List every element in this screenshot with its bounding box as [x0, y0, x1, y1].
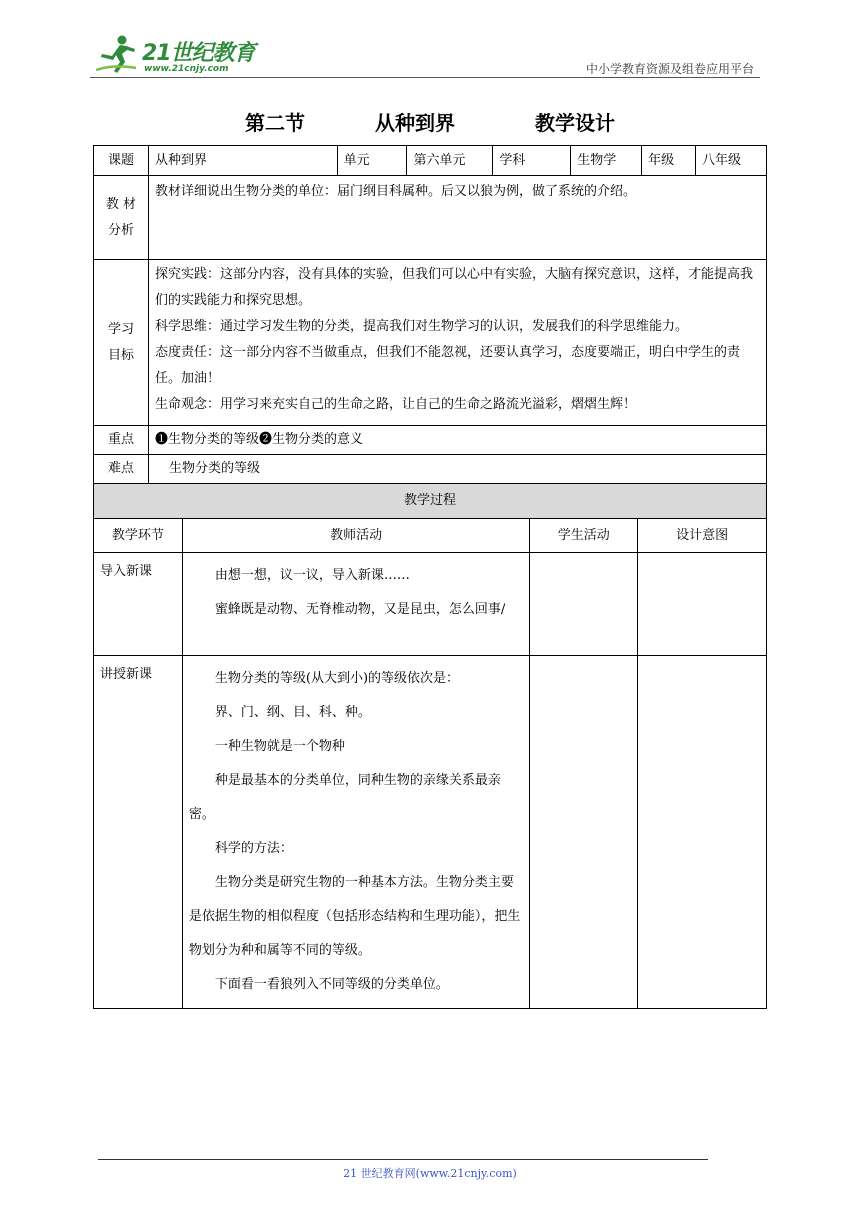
- student-activity-intro: [530, 553, 638, 656]
- difficulty-text: 生物分类的等级: [148, 455, 766, 484]
- unit-label: 单元: [337, 146, 407, 176]
- logo-url: www.21cnjy.com: [144, 64, 229, 74]
- footer-divider: [98, 1159, 708, 1160]
- page-header: [90, 30, 760, 80]
- analysis-text: 教材详细说出生物分类的单位：届门纲目科属种。后又以狼为例，做了系统的介绍。: [148, 176, 766, 260]
- logo-text: 21世纪教育: [142, 41, 255, 66]
- topic-label: 课题: [94, 146, 149, 176]
- objectives-label: 学习 目标: [94, 260, 149, 426]
- design-intent-intro: [638, 553, 767, 656]
- subject-value: 生物学: [571, 146, 642, 176]
- topic-value: 从种到界: [148, 146, 337, 176]
- header-divider: [90, 77, 760, 78]
- difficulty-row: [94, 455, 767, 484]
- table-row: [94, 656, 767, 1009]
- key-point-label: 重点: [94, 426, 149, 455]
- unit-value: 第六单元: [407, 146, 493, 176]
- key-point-row: [94, 426, 767, 455]
- subject-label: 学科: [493, 146, 571, 176]
- grade-label: 年级: [642, 146, 696, 176]
- header-platform-text: 中小学教育资源及组卷应用平台: [585, 62, 754, 76]
- objective-life: 生命观念：用学习来充实自己的生命之路，让自己的生命之路流光溢彩，熠熠生辉！: [154, 397, 636, 412]
- page-title: [0, 107, 860, 136]
- design-intent-lecture: [638, 656, 767, 1009]
- logo: [90, 30, 260, 78]
- process-heading-row: [94, 484, 767, 519]
- title-topic: 从种到界: [375, 111, 455, 135]
- process-heading: 教学过程: [94, 484, 767, 519]
- runner-logo-icon: [94, 34, 138, 74]
- teacher-activity-intro: 由想一想，议一议，导入新课…… 蜜蜂既是动物、无脊椎动物，又是昆虫，怎么回事/: [182, 553, 529, 656]
- title-suffix: 教学设计: [535, 111, 615, 135]
- analysis-row: [94, 176, 767, 260]
- column-header-student: 学生活动: [530, 519, 638, 553]
- column-header-stage: 教学环节: [94, 519, 183, 553]
- objectives-row: [94, 260, 767, 426]
- teacher-activity-lecture: 生物分类的等级(从大到小)的等级依次是： 界、门、纲、目、科、种。 一种生物就是一个物种 种是最基本的分类单位，同种生物的亲缘关系最亲密。 科学的方法： 生物分类是研究生物的一种基本方法。生物分类主要是依据生物的相似程度（包括形态结构和生理功能），把生物划分为种和属等不同的等级。 下面看一看狼列入不同等级的分类单位。: [182, 656, 529, 1009]
- objective-inquiry: 探究实践：这部分内容，没有具体的实验，但我们可以心中有实验，大脑有探究意识，这样，才能提高我们的实践能力和探究思想。: [154, 267, 753, 308]
- key-point-text: ❶生物分类的等级❷生物分类的意义: [148, 426, 766, 455]
- grade-value: 八年级: [696, 146, 767, 176]
- lesson-info-table: [93, 145, 767, 484]
- difficulty-label: 难点: [94, 455, 149, 484]
- table-row: [94, 553, 767, 656]
- stage-intro: 导入新课: [94, 553, 183, 656]
- objective-attitude: 态度责任：这一部分内容不当做重点，但我们不能忽视，还要认真学习，态度要端正，明白中学生的责任。加油！: [154, 345, 740, 386]
- title-section: 第二节: [245, 111, 305, 135]
- footer-link[interactable]: 21 世纪教育网(www.21cnjy.com): [343, 1167, 517, 1180]
- objectives-text: [148, 260, 766, 426]
- column-header-intent: 设计意图: [638, 519, 767, 553]
- teaching-process-table: [93, 483, 767, 1009]
- analysis-label: 教 材 分析: [94, 176, 149, 260]
- objective-thinking: 科学思维：通过学习发生物的分类，提高我们对生物学习的认识，发展我们的科学思维能力。: [154, 319, 688, 334]
- column-header-teacher: 教师活动: [182, 519, 529, 553]
- info-row: [94, 146, 767, 176]
- stage-lecture: 讲授新课: [94, 656, 183, 1009]
- process-column-headers: [94, 519, 767, 553]
- student-activity-lecture: [530, 656, 638, 1009]
